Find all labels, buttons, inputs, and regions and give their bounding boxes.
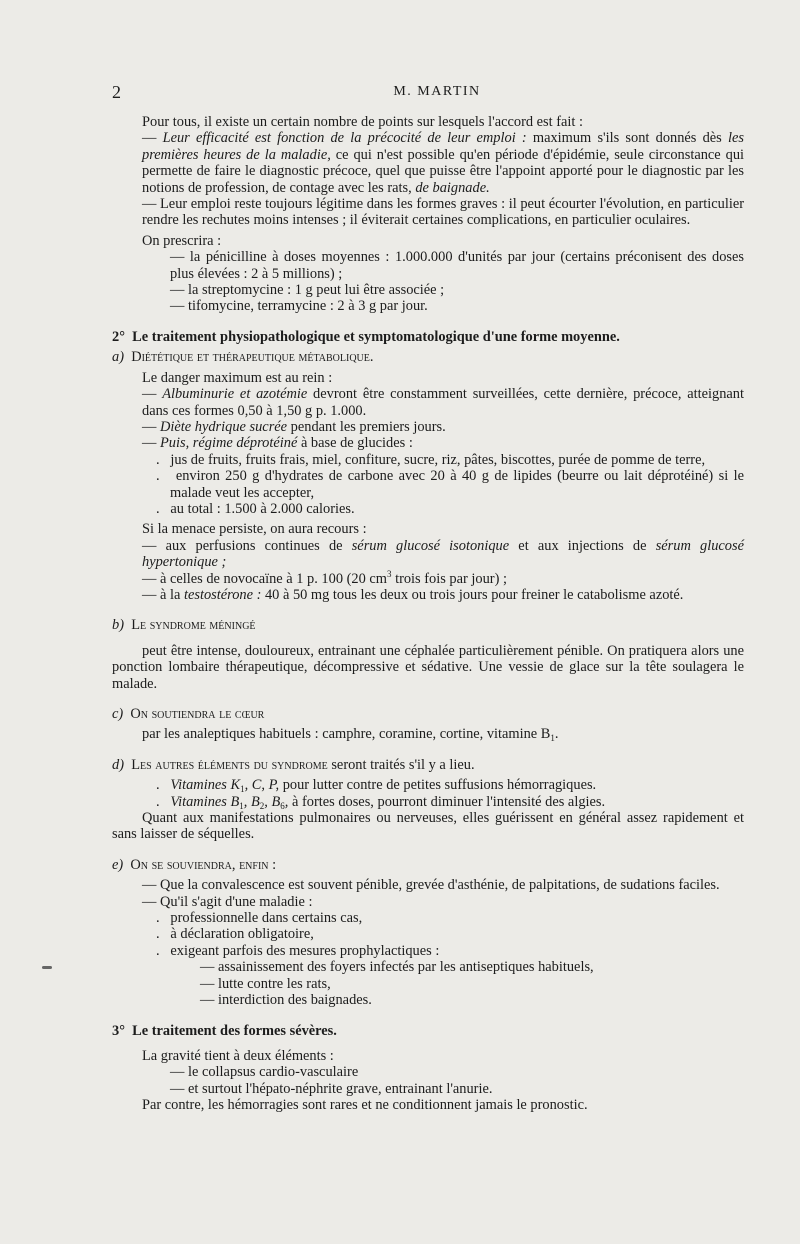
- subsection-e-heading: e) On se souviendra, enfin :: [112, 856, 277, 873]
- section-3-heading: 3° Le traitement des formes sévères.: [112, 1022, 337, 1039]
- paragraph: Par contre, les hémorragies sont rares et ne conditionnent jamais le pronostic.: [142, 1097, 588, 1114]
- paragraph: peut être intense, douloureux, entrainant une céphalée particulièrement pénible. On pratiquera alors une ponction lombaire thérapeutique, décompressive et sédative. Une vessie de glace sur la tête soulagera le malade.: [112, 642, 744, 692]
- running-head: M. MARTIN: [393, 84, 481, 99]
- paragraph: Le danger maximum est au rein :: [142, 369, 333, 386]
- list-item: — lutte contre les rats,: [200, 975, 331, 992]
- section-2-heading: 2° Le traitement physiopathologique et symptomatologique d'une forme moyenne.: [112, 328, 620, 345]
- paragraph: Si la menace persiste, on aura recours :: [142, 521, 367, 538]
- prescription-item: — la streptomycine : 1 g peut lui être associée ;: [170, 282, 445, 299]
- list-item: . à déclaration obligatoire,: [156, 926, 314, 943]
- intro-bullet-emploi: — Leur emploi reste toujours légitime dans les formes graves : il peut écourter l'évolution, en particulier rendre les rechutes moins intenses ; il éviterait certaines complications, en particulier oculaires.: [142, 196, 744, 229]
- subsection-c-heading: c) On soutiendra le cœur: [112, 706, 265, 722]
- list-item: — et surtout l'hépato-néphrite grave, entrainant l'anurie.: [170, 1080, 493, 1097]
- prescription-item: — tifomycine, terramycine : 2 à 3 g par jour.: [170, 298, 428, 315]
- page-body: [112, 114, 744, 1114]
- page-number: 2: [112, 82, 121, 102]
- prescription-item: — la pénicilline à doses moyennes : 1.000.000 d'unités par jour (certains préconisent des doses plus élevées : 2 à 5 millions) ;: [170, 249, 744, 282]
- list-item: . environ 250 g d'hydrates de carbone avec 20 à 40 g de lipides (beurre ou lait déprotéiné) si le malade veut les accepter,: [156, 468, 744, 501]
- list-item: . exigeant parfois des mesures prophylactiques :: [156, 942, 440, 959]
- list-item: . jus de fruits, fruits frais, miel, confiture, sucre, riz, pâtes, biscottes, purée de pomme de terre,: [156, 451, 706, 468]
- list-item: — Diète hydrique sucrée pendant les premiers jours.: [142, 418, 446, 435]
- page-header: [112, 82, 762, 102]
- list-item: — assainissement des foyers infectés par les antiseptiques habituels,: [200, 959, 594, 976]
- subsection-a-heading: a) Diététique et thérapeutique métabolique.: [112, 349, 374, 366]
- intro-bullet-efficacite: — Leur efficacité est fonction de la précocité de leur emploi : maximum s'ils sont donnés dès les premières heures de la maladie, ce qui n'est possible qu'en période d'épidémie, seule circonstance qui permette de faire le diagnostic précoce, quel que puisse être l'appoint apporté pour le diagnostic par les notions de profession, de contage avec les rats, de baignade.: [142, 130, 745, 196]
- subsection-b-heading: b) Le syndrome méningé: [112, 617, 256, 634]
- list-item: — Albuminurie et azotémie devront être constamment surveillées, cette dernière, précoce, atteignant dans ces formes 0,50 à 1,50 g p. 1.000.: [142, 386, 744, 419]
- list-item: . professionnelle dans certains cas,: [156, 910, 363, 927]
- scan-speck: [42, 966, 52, 969]
- list-item: — le collapsus cardio-vasculaire: [170, 1064, 359, 1081]
- paragraph: — Que la convalescence est souvent pénible, grevée d'asthénie, de palpitations, de sudations faciles.: [142, 877, 720, 894]
- list-item: — Puis, régime déprotéiné à base de glucides :: [142, 435, 413, 452]
- list-item: — à la testostérone : 40 à 50 mg tous les deux ou trois jours pour freiner le catabolisme azoté.: [142, 586, 684, 603]
- paragraph: — Qu'il s'agit d'une maladie :: [142, 893, 313, 910]
- prescription-intro: On prescrira :: [142, 232, 222, 249]
- intro-paragraph: Pour tous, il existe un certain nombre de points sur lesquels l'accord est fait :: [142, 114, 584, 130]
- paragraph: La gravité tient à deux éléments :: [142, 1047, 334, 1064]
- list-item: . au total : 1.500 à 2.000 calories.: [156, 500, 355, 517]
- list-item: — à celles de novocaïne à 1 p. 100 (20 $cm^3$ trois fois par jour) ;: [142, 568, 507, 587]
- paragraph: Quant aux manifestations pulmonaires ou nerveuses, elles guérissent en général assez rapidement et sans laisser de séquelles.: [112, 810, 744, 843]
- list-item: . Vitamines $B_1$, $B_2$, $B_6$, à fortes doses, pourront diminuer l'intensité des algies.: [156, 793, 606, 811]
- paragraph: par les analeptiques habituels : camphre, coramine, cortine, vitamine $B_1$.: [142, 726, 559, 744]
- list-item: — interdiction des baignades.: [200, 992, 372, 1009]
- list-item: . Vitamines $K_1$, C, P, pour lutter contre de petites suffusions hémorragiques.: [156, 777, 597, 795]
- list-item: — aux perfusions continues de sérum glucosé isotonique et aux injections de sérum glucosé hypertonique ;: [142, 537, 744, 571]
- subsection-d-heading: d) Les autres éléments du syndrome seront traités s'il y a lieu.: [112, 756, 475, 773]
